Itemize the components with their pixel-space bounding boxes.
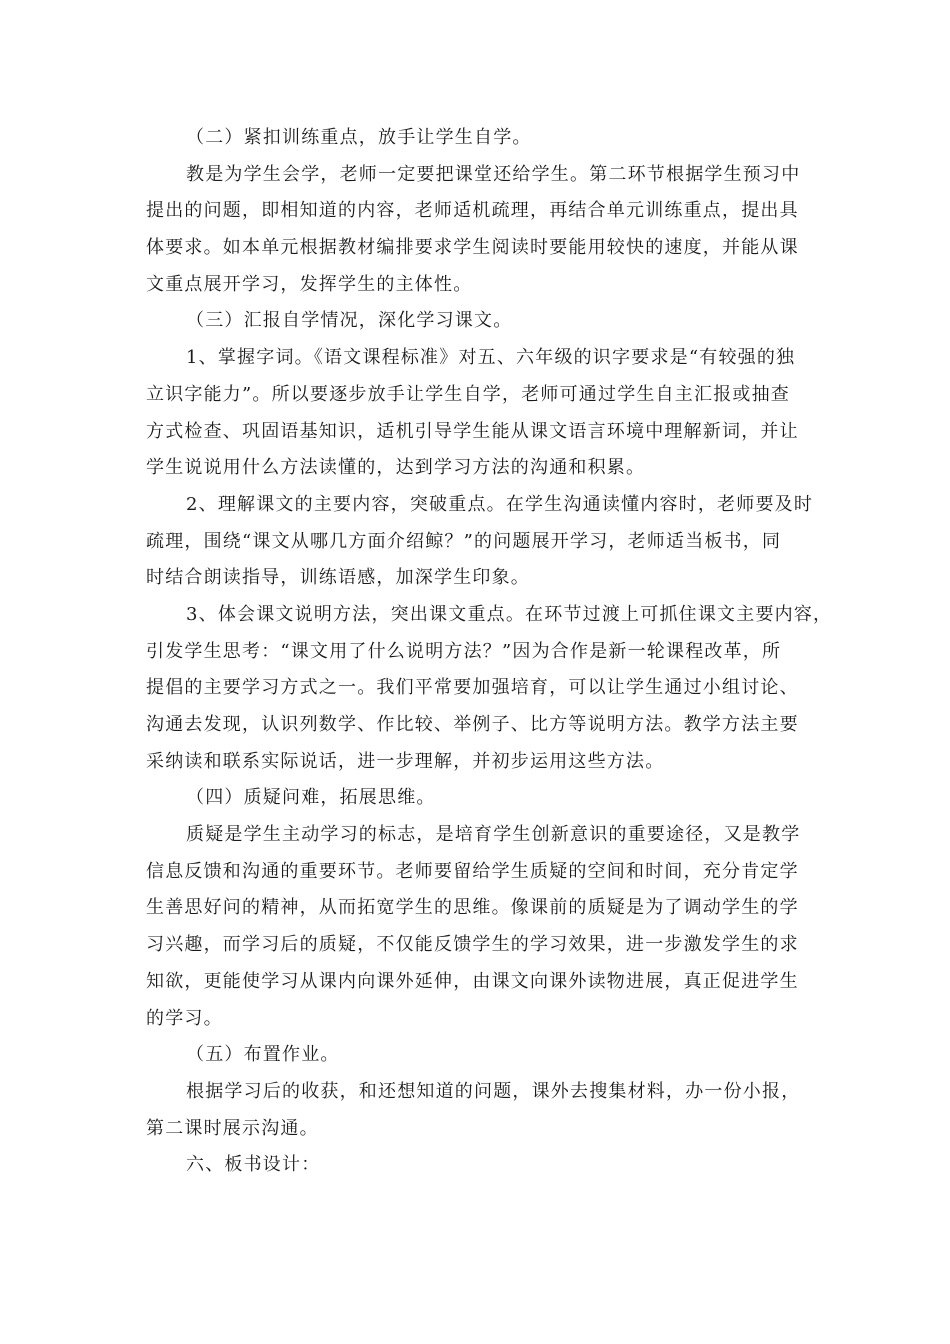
section-heading-line: （二）紧扣训练重点，放手让学生自学。 [186,127,532,148]
paragraph-line: 提出的问题，即相知道的内容，老师适机疏理，再结合单元训练重点，提出具 [146,200,799,222]
paragraph-line: 提倡的主要学习方式之一。我们平常要加强培育，可以让学生通过小组讨论、 [146,677,799,699]
paragraph-line: 第二课时展示沟通。 [146,1117,319,1139]
section-heading-line: （三）汇报自学情况，深化学习课文。 [186,310,513,332]
paragraph-line: 六、板书设计： [186,1154,321,1176]
paragraph-line: 质疑是学生主动学习的标志，是培育学生创新意识的重要途径，又是教学 [186,824,801,846]
paragraph-line: 教是为学生会学，老师一定要把课堂还给学生。第二环节根据学生预习中 [186,163,801,185]
paragraph-line: 生善思好问的精神，从而拓宽学生的思维。像课前的质疑是为了调动学生的学 [146,897,799,919]
paragraph-line: 2、理解课文的主要内容，突破重点。在学生沟通读懂内容时，老师要及时 [186,493,814,515]
paragraph-line: 立识字能力”。所以要逐步放手让学生自学，老师可通过学生自主汇报或抽查 [146,383,790,405]
paragraph-line: 根据学习后的收获，和还想知道的问题，课外去搜集材料，办一份小报， [186,1080,801,1102]
paragraph-line: 知欲，更能使学习从课内向课外延伸，由课文向课外读物进展，真正促进学生 [146,970,799,992]
paragraph-line: 体要求。如本单元根据教材编排要求学生阅读时要能用较快的速度，并能从课 [146,237,799,259]
paragraph-line: 1、掌握字词。《语文课程标准》对五、六年级的识字要求是“有较强的独 [186,347,796,369]
paragraph-line: 方式检查、巩固语基知识，适机引导学生能从课文语言环境中理解新词，并让 [146,420,799,442]
paragraph-line: 学生说说用什么方法读懂的，达到学习方法的沟通和积累。 [146,457,646,479]
section-heading-line: （四）质疑问难，拓展思维。 [186,787,436,809]
paragraph-line: 疏理，围绕“课文从哪几方面介绍鲸？”的问题展开学习，老师适当板书，同 [146,530,782,552]
section-heading-line: （五）布置作业。 [186,1044,340,1066]
paragraph-line: 采纳读和联系实际说话，进一步理解，并初步运用这些方法。 [146,750,665,772]
paragraph-line: 习兴趣，而学习后的质疑，不仅能反馈学生的学习效果，进一步激发学生的求 [146,934,799,956]
paragraph-line: 的学习。 [146,1007,223,1029]
document-body [146,120,833,1184]
paragraph-line: 3、体会课文说明方法，突出课文重点。在环节过渡上可抓住课文主要内容， [186,603,833,625]
paragraph-line: 文重点展开学习，发挥学生的主体性。 [146,273,473,295]
paragraph-line: 时结合朗读指导，训练语感，加深学生印象。 [146,567,530,589]
paragraph-line: 信息反馈和沟通的重要环节。老师要留给学生质疑的空间和时间，充分肯定学 [146,860,799,882]
paragraph-line: 引发学生思考：“课文用了什么说明方法？”因为合作是新一轮课程改革，所 [146,640,782,662]
paragraph-line: 沟通去发现，认识列数学、作比较、举例子、比方等说明方法。教学方法主要 [146,714,799,735]
